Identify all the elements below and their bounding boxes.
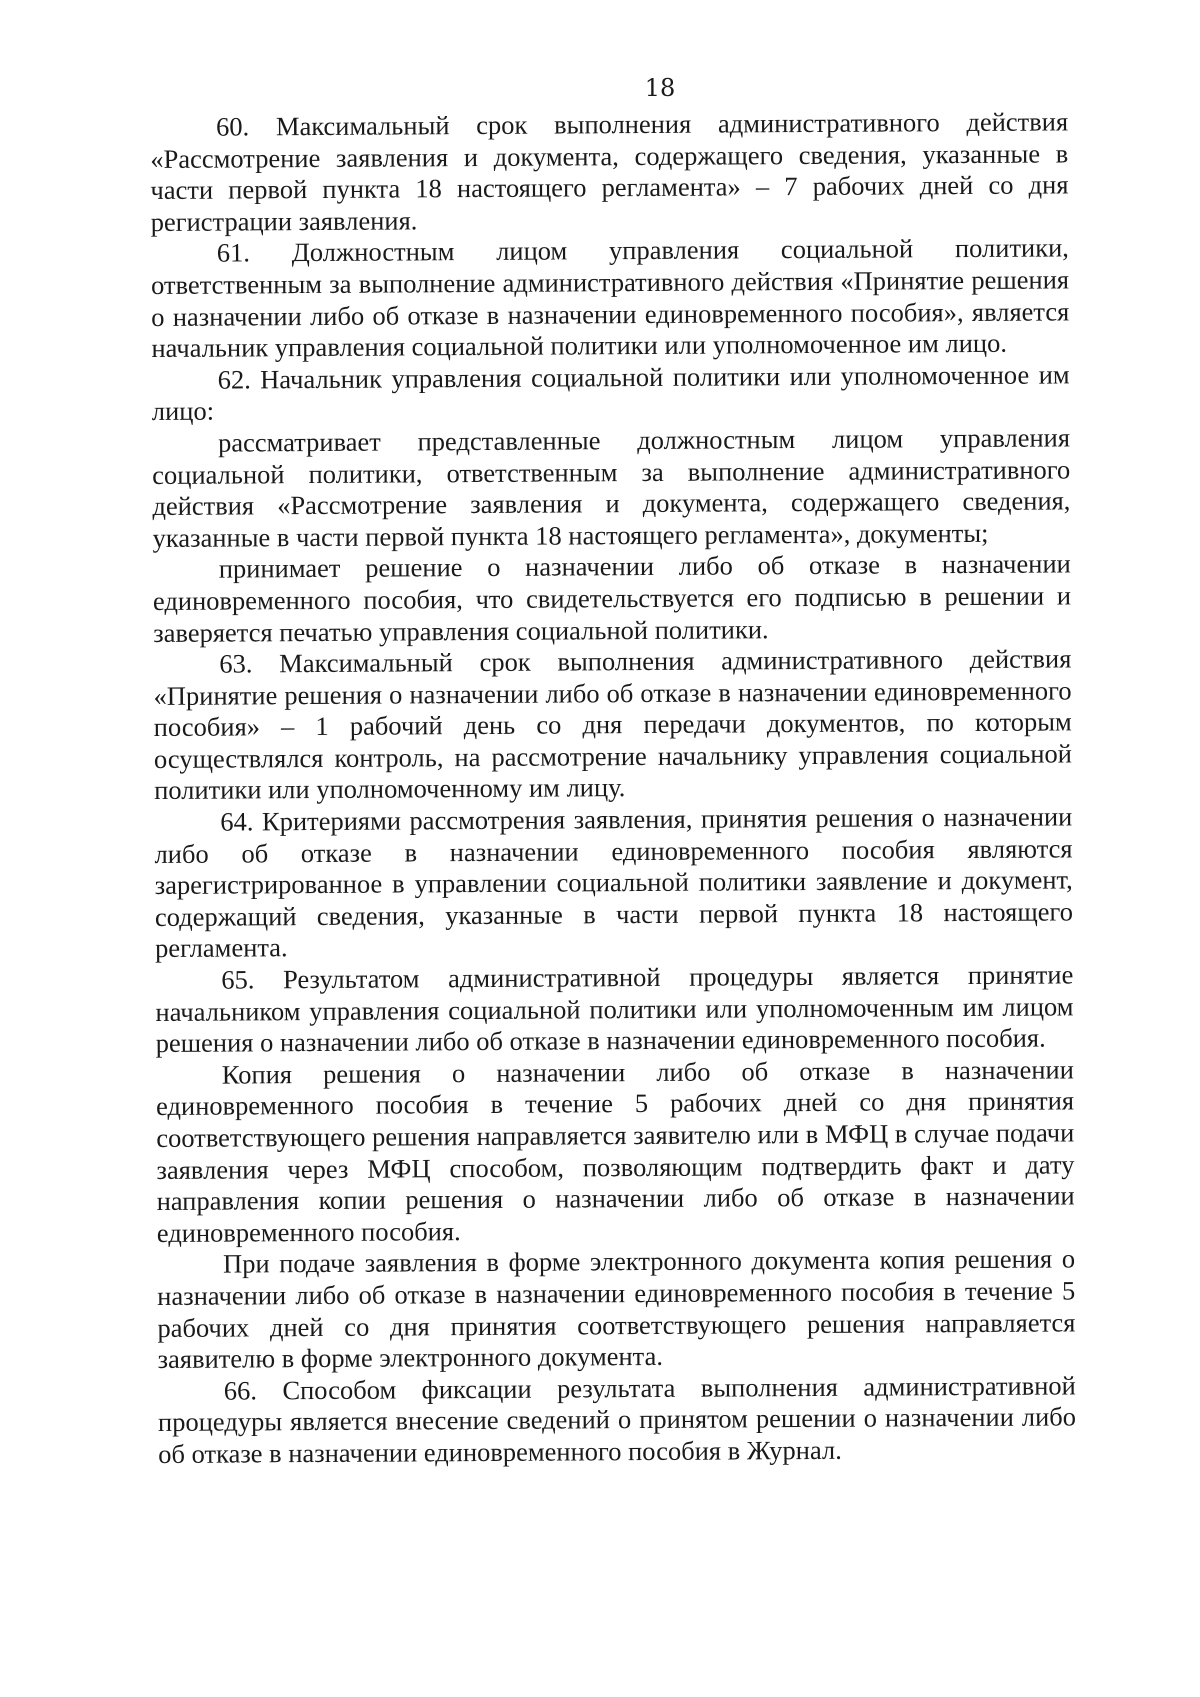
paragraph-62: 62. Начальник управления социальной политики или уполномоченное им лицо:	[151, 359, 1070, 427]
paragraph-66: 66. Способом фиксации результата выполнения административной процедуры является внесение сведений о принятом решении о назначении либо об отказе в назначении единовременного пособия в Журнал.	[157, 1370, 1077, 1469]
paragraph-63: 63. Максимальный срок выполнения административного действия «Принятие решения о назначении либо об отказе в назначении единовременного пособия» – 1 рабочий день со дня передачи документов, по которым осуществлялся контроль, на рассмотрение начальнику управления социальной политики или уполномоченному им лицу.	[153, 643, 1073, 806]
paragraph-65-copy: Копия решения о назначении либо об отказе в назначении единовременного пособия в течение 5 рабочих дней со дня принятия соответствующего решения направляется заявителю или в МФЦ в случае подачи заявления через МФЦ способом, позволяющим подтвердить факт и дату направления копии решения о назначении либо об отказе в назначении единовременного пособия.	[155, 1054, 1075, 1248]
paragraph-60: 60. Максимальный срок выполнения административного действия «Рассмотрение заявления и документа, содержащего сведения, указанные в части первой пункта 18 настоящего регламента» – 7 рабочих дней со дня регистрации заявления.	[150, 106, 1069, 237]
paragraph-62-item-1: рассматривает представленные должностным лицом управления социальной политики, ответственным за выполнение административного действия «Рассмотрение заявления и документа, содержащего сведения, указанные в части первой пункта 18 настоящего регламента», документы;	[152, 422, 1071, 553]
paragraph-65-electronic: При подаче заявления в форме электронного документа копия решения о назначении либо об отказе в назначении единовременного пособия в течение 5 рабочих дней со дня принятия соответствующего решения направляется заявителю в форме электронного документа.	[157, 1243, 1076, 1375]
page-number: 18	[644, 74, 676, 102]
paragraph-61: 61. Должностным лицом управления социальной политики, ответственным за выполнение административного действия «Принятие решения о назначении либо об отказе в назначении единовременного пособия», является начальник управления социальной политики или уполномоченное им лицо.	[150, 232, 1070, 364]
document-body	[150, 106, 1076, 1470]
paragraph-62-item-2: принимает решение о назначении либо об отказе в назначении единовременного пособия, что свидетельствуется его подписью в решении и заверяется печатью управления социальной политики.	[152, 548, 1072, 648]
paragraph-64: 64. Критериями рассмотрения заявления, принятия решения о назначении либо об отказе в назначении единовременного пособия являются зарегистрированное в управлении социальной политики заявление и документ, содержащий сведения, указанные в части первой пункта 18 настоящего регламента.	[154, 801, 1073, 964]
paragraph-65: 65. Результатом административной процедуры является принятие начальником управления социальной политики или уполномоченным им лицом решения о назначении либо об отказе в назначении единовременного пособия.	[155, 959, 1074, 1059]
